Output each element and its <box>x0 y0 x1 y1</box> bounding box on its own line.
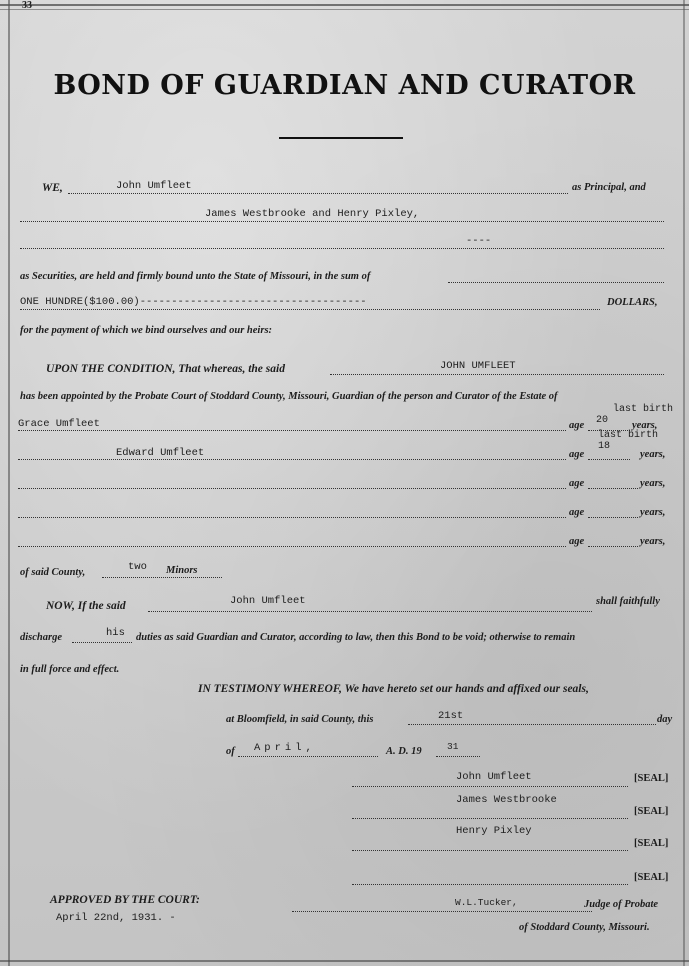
principal-name: John Umfleet <box>116 180 192 192</box>
judge-line <box>292 911 592 912</box>
minor-line <box>18 459 566 460</box>
duties-text: duties as said Guardian and Curator, according to law, then this Bond to be void; otherwise to remain <box>136 632 576 643</box>
minor-name: Edward Umfleet <box>116 447 205 459</box>
signature-line <box>352 884 628 885</box>
discharge-label: discharge <box>20 632 62 643</box>
securities-text: as Securities, are held and firmly bound unto the State of Missouri, in the sum of <box>20 271 371 282</box>
seal-label: [SEAL] <box>634 806 669 817</box>
minor-line <box>18 430 566 431</box>
ad-label: A. D. 19 <box>386 746 422 757</box>
minors-count: two <box>128 561 147 573</box>
now-name: John Umfleet <box>230 595 306 607</box>
of-label: of <box>226 746 235 757</box>
day-label: day <box>657 714 673 725</box>
payment-text: for the payment of which we bind ourselves and our heirs: <box>20 325 273 336</box>
as-principal-label: as Principal, and <box>572 182 646 193</box>
month-line <box>238 756 378 757</box>
minor-age: 20 <box>596 415 609 426</box>
approved-label: APPROVED BY THE COURT: <box>50 894 200 906</box>
age-label: age <box>569 449 585 460</box>
securities-names: James Westbrooke and Henry Pixley, <box>205 208 420 220</box>
years-label: years, <box>640 449 666 460</box>
minor-line <box>18 546 566 547</box>
faithfully-label: shall faithfully <box>596 596 660 607</box>
securities-dash: ---- <box>466 235 492 247</box>
year-suffix: 31 <box>447 741 459 752</box>
county-line <box>102 577 222 578</box>
age-line <box>588 459 630 460</box>
age-note: last birth <box>598 430 659 441</box>
judge-name: W.L.Tucker, <box>455 897 518 908</box>
now-line <box>148 611 592 612</box>
seal-label: [SEAL] <box>634 872 669 883</box>
signature-line <box>352 850 628 851</box>
age-line <box>588 488 638 489</box>
age-line <box>588 517 638 518</box>
sum-line-1 <box>448 282 664 283</box>
page-edge-bottom <box>0 960 689 962</box>
signer-name: James Westbrooke <box>456 794 557 806</box>
condition-name: JOHN UMFLEET <box>440 360 516 372</box>
page-edge-top <box>0 4 689 6</box>
signature-line <box>352 786 628 787</box>
securities-line-2 <box>20 248 664 249</box>
condition-text: UPON THE CONDITION, That whereas, the said <box>46 363 285 375</box>
at-bloomfield: at Bloomfield, in said County, this <box>226 714 374 725</box>
we-label: WE, <box>42 182 63 194</box>
seal-label: [SEAL] <box>634 838 669 849</box>
age-label: age <box>569 478 585 489</box>
pronoun: his <box>106 627 125 639</box>
appointed-text: has been appointed by the Probate Court of Stoddard County, Missouri, Guardian of the person and Curator of the Estate of <box>20 391 558 402</box>
securities-line <box>20 221 664 222</box>
years-label: years, <box>632 420 658 431</box>
signature-line <box>352 818 628 819</box>
signer-name: John Umfleet <box>456 771 532 783</box>
judge-county: of Stoddard County, Missouri. <box>519 922 650 933</box>
principal-line <box>68 193 568 194</box>
years-label: years, <box>640 507 666 518</box>
minor-line <box>18 488 566 489</box>
minor-name: Grace Umfleet <box>18 418 100 430</box>
age-label: age <box>569 420 585 431</box>
dollars-label: DOLLARS, <box>607 297 658 308</box>
minor-line <box>18 517 566 518</box>
month: April, <box>254 742 316 754</box>
condition-line <box>330 374 664 375</box>
page-edge-right <box>683 0 685 966</box>
county-label: of said County, <box>20 567 86 578</box>
age-note: last birth <box>613 404 674 415</box>
page-edge-top-inner <box>0 9 689 10</box>
title-rule <box>279 137 403 139</box>
document-title: BOND OF GUARDIAN AND CURATOR <box>53 70 636 101</box>
in-full-force: in full force and effect. <box>20 664 120 675</box>
day-line <box>408 724 656 725</box>
minors-word: Minors <box>166 565 198 576</box>
judge-title: Judge of Probate <box>584 899 659 910</box>
seal-label: [SEAL] <box>634 773 669 784</box>
age-line <box>588 546 638 547</box>
testimony-text: IN TESTIMONY WHEREOF, We have hereto set our hands and affixed our seals, <box>198 683 589 695</box>
page-edge-left <box>8 0 10 966</box>
years-label: years, <box>640 478 666 489</box>
approved-date: April 22nd, 1931. - <box>56 912 176 924</box>
now-label: NOW, If the said <box>46 600 126 612</box>
sum-typed: ONE HUNDRE($100.00)------------------------------------ <box>20 296 367 308</box>
corner-mark: 33 <box>22 0 32 11</box>
sum-line-2 <box>20 309 600 310</box>
years-label: years, <box>640 536 666 547</box>
minor-age: 18 <box>598 441 611 452</box>
age-label: age <box>569 536 585 547</box>
day-number: 21st <box>438 710 464 722</box>
age-label: age <box>569 507 585 518</box>
year-line <box>436 756 480 757</box>
pronoun-line <box>72 642 132 643</box>
signer-name: Henry Pixley <box>456 825 532 837</box>
